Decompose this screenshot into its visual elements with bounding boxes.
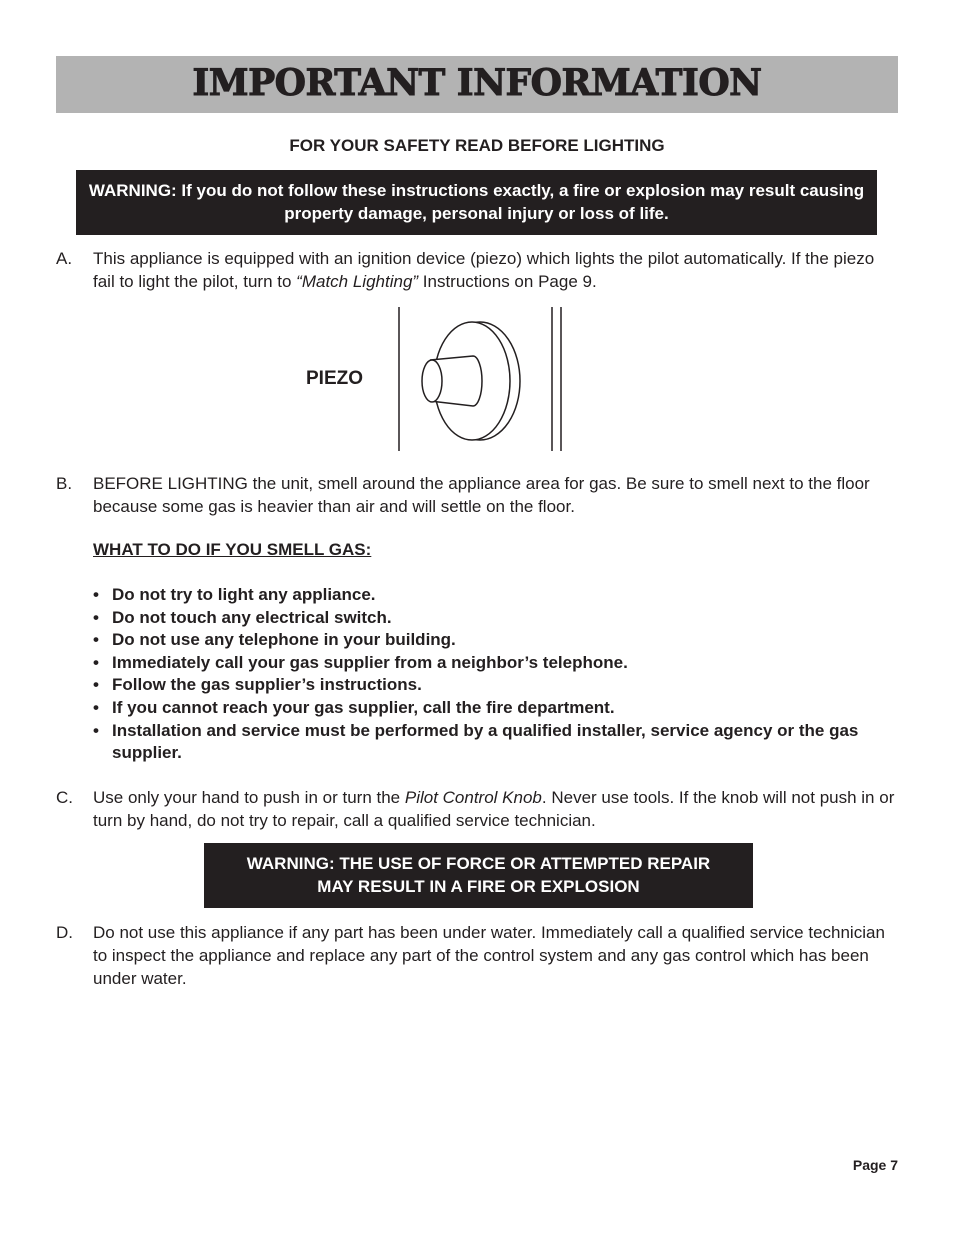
- piezo-button-icon: [390, 300, 570, 455]
- list-item: [93, 629, 883, 652]
- bullet-icon: •: [93, 697, 99, 717]
- item-c-text-before: Use only your hand to push in or turn the: [93, 788, 405, 807]
- list-item: [93, 697, 883, 720]
- item-c-text-after: . Never use tools. If the knob will not push in or turn by hand, do not try to repair, call a qualified service technician.: [93, 788, 895, 830]
- item-d: [56, 921, 896, 990]
- warning-box-top: WARNING: If you do not follow these instructions exactly, a fire or explosion may result causing property damage, personal injury or loss of life.: [76, 170, 877, 235]
- smell-gas-list: [93, 584, 883, 765]
- list-item: [93, 584, 883, 607]
- item-a-text-after: Instructions on Page 9.: [418, 272, 597, 291]
- item-b: [56, 472, 896, 518]
- warning-bottom-line2: MAY RESULT IN A FIRE OR EXPLOSION: [317, 877, 640, 896]
- bullet-icon: •: [93, 652, 99, 672]
- item-a-text: [93, 247, 896, 293]
- list-item: [93, 720, 883, 765]
- list-item-text: Do not use any telephone in your building.: [112, 630, 456, 650]
- safety-heading: FOR YOUR SAFETY READ BEFORE LIGHTING: [289, 136, 665, 155]
- item-b-letter: B.: [56, 474, 73, 493]
- list-item-text: Installation and service must be performed by a qualified installer, service agency or the gas supplier.: [112, 720, 859, 763]
- bullet-icon: •: [93, 720, 99, 740]
- bullet-icon: •: [93, 585, 99, 604]
- list-item-text: Immediately call your gas supplier from a neighbor’s telephone.: [112, 652, 628, 672]
- item-d-text: Do not use this appliance if any part has been under water. Immediately call a qualified service technician to inspect the appliance and replace any part of the control system and any gas control which has been under water.: [93, 923, 885, 988]
- item-c-text-italic: Pilot Control Knob: [404, 788, 542, 807]
- warning-bottom-line1: WARNING: THE USE OF FORCE OR ATTEMPTED REPAIR: [246, 854, 711, 873]
- list-item: [93, 607, 883, 630]
- warning-box-bottom: [204, 843, 753, 908]
- list-item-text: Do not touch any electrical switch.: [112, 607, 392, 627]
- item-a: [56, 247, 896, 293]
- bullet-icon: •: [93, 607, 99, 627]
- list-item-text: Do not try to light any appliance.: [112, 585, 376, 604]
- item-a-letter: A.: [56, 249, 73, 268]
- page-title: IMPORTANT INFORMATION: [192, 62, 762, 104]
- item-a-text-italic: “Match Lighting”: [296, 272, 419, 291]
- bullet-icon: •: [93, 675, 99, 695]
- item-d-letter: D.: [56, 923, 73, 942]
- item-a-text-before: This appliance is equipped with an ignition device (piezo) which lights the pilot automatically. If the piezo fail to light the pilot, turn to: [93, 249, 875, 291]
- header-band: [56, 56, 898, 113]
- smell-gas-heading: WHAT TO DO IF YOU SMELL GAS:: [93, 540, 372, 559]
- piezo-label: PIEZO: [306, 368, 364, 389]
- item-c-letter: C.: [56, 788, 73, 807]
- list-item-text: Follow the gas supplier’s instructions.: [112, 675, 422, 695]
- item-c-text: [93, 786, 896, 832]
- item-c: [56, 786, 896, 832]
- page-number: Page 7: [852, 1157, 898, 1173]
- list-item: [93, 652, 883, 675]
- list-item: [93, 674, 883, 697]
- bullet-icon: •: [93, 630, 99, 650]
- item-b-text: BEFORE LIGHTING the unit, smell around the appliance area for gas. Be sure to smell next to the floor because some gas is heavier than air and will settle on the floor.: [93, 474, 870, 516]
- list-item-text: If you cannot reach your gas supplier, call the fire department.: [112, 697, 615, 717]
